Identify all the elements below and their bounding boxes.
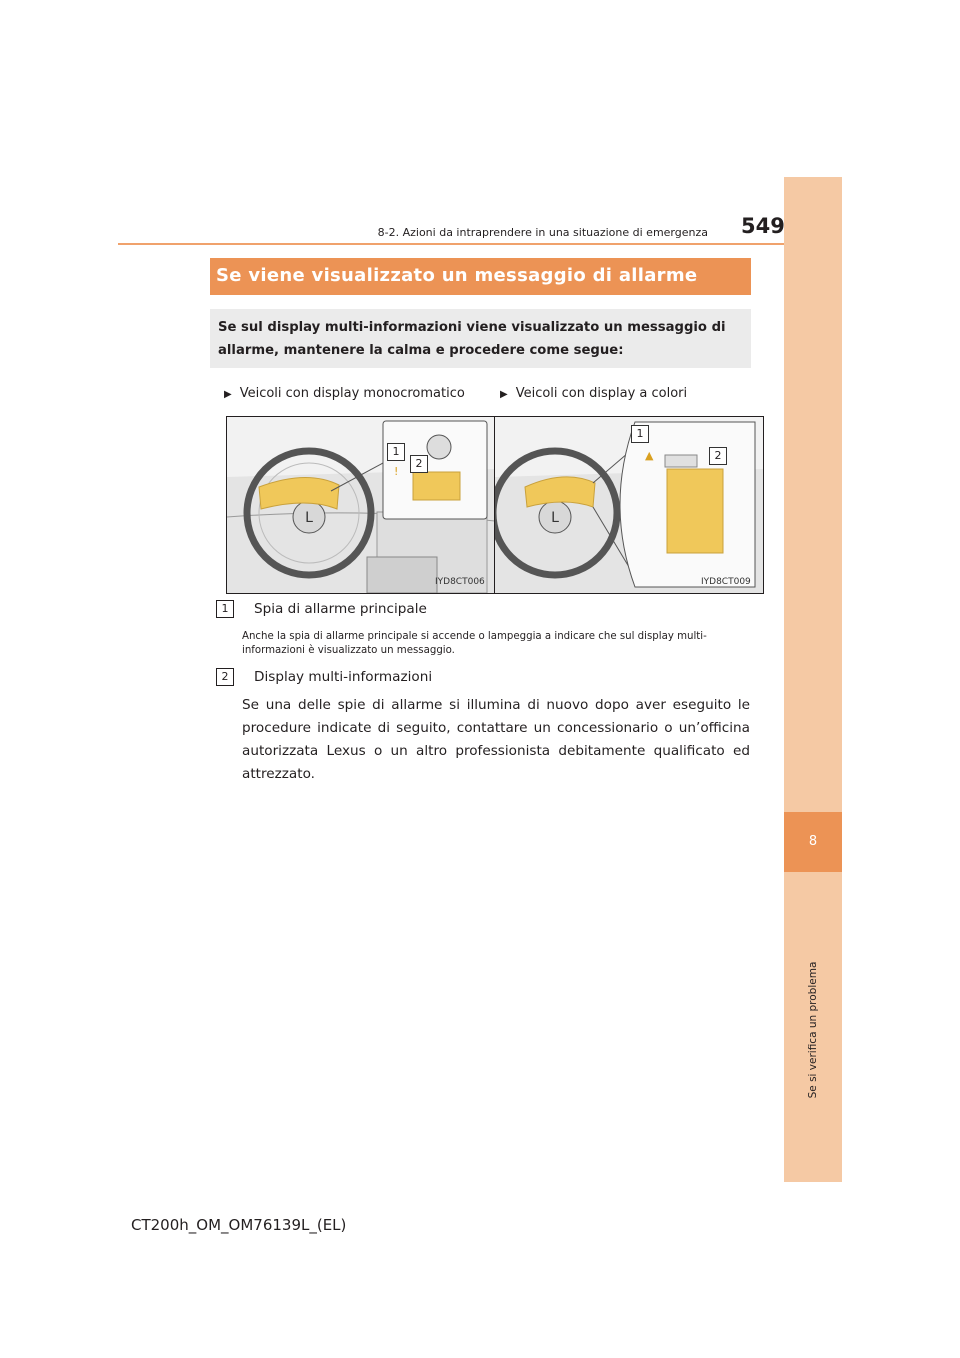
callout-1: 1 — [631, 425, 649, 443]
figure-code: IYD8CT009 — [701, 577, 751, 587]
svg-text:▲: ▲ — [645, 449, 654, 462]
item-title: Spia di allarme principale — [254, 601, 427, 617]
intro-text: Se sul display multi-informazioni viene visualizzato un messaggio di allarme, mantenere la calma e procedere come segue: — [218, 320, 726, 358]
callout-2: 2 — [709, 447, 727, 465]
dashboard-illustration — [495, 417, 763, 593]
figure-monochrome — [226, 416, 496, 594]
callout-1: 1 — [387, 443, 405, 461]
heading-bar — [210, 258, 751, 295]
chapter-label: Se si verifica un problema — [807, 961, 819, 1099]
footer-code: CT200h_OM_OM76139L_(EL) — [131, 1216, 347, 1234]
figure-label-color: ▶ Veicoli con display a colori — [500, 386, 688, 401]
item-note: Anche la spia di allarme principale si accende o lampeggia a indicare che sul display multi-informazioni è visualizzato un messaggio. — [242, 631, 707, 656]
callout-2: 2 — [410, 455, 428, 473]
triangle-bullet-icon: ▶ — [500, 389, 508, 400]
figure-color — [494, 416, 764, 594]
item-number: 2 — [216, 668, 234, 686]
intro-box — [210, 309, 751, 368]
list-item — [216, 600, 427, 618]
triangle-bullet-icon: ▶ — [224, 389, 232, 400]
svg-text:!: ! — [394, 465, 399, 478]
page-title: Se viene visualizzato un messaggio di allarme — [216, 265, 698, 286]
item-body: Se una delle spie di allarme si illumina di nuovo dopo aver eseguito le procedure indicate di seguito, contattare un concessionario o un’officina autorizzata Lexus o un altro professionista debitamente qualificato ed attrezzato. — [242, 697, 750, 782]
page-number: 549 — [741, 214, 785, 238]
section-title: 8-2. Azioni da intraprendere in una situazione di emergenza — [377, 226, 708, 239]
item-number: 1 — [216, 600, 234, 618]
chapter-tab[interactable]: 8 — [784, 812, 842, 872]
svg-text:L: L — [551, 510, 559, 526]
item-title: Display multi-informazioni — [254, 669, 433, 685]
header-divider — [118, 243, 784, 245]
svg-text:L: L — [305, 510, 313, 526]
dashboard-illustration — [227, 417, 495, 593]
figure-code: IYD8CT006 — [435, 577, 485, 587]
list-item — [216, 668, 432, 686]
figure-label-monochrome: ▶ Veicoli con display monocromatico — [224, 386, 465, 401]
